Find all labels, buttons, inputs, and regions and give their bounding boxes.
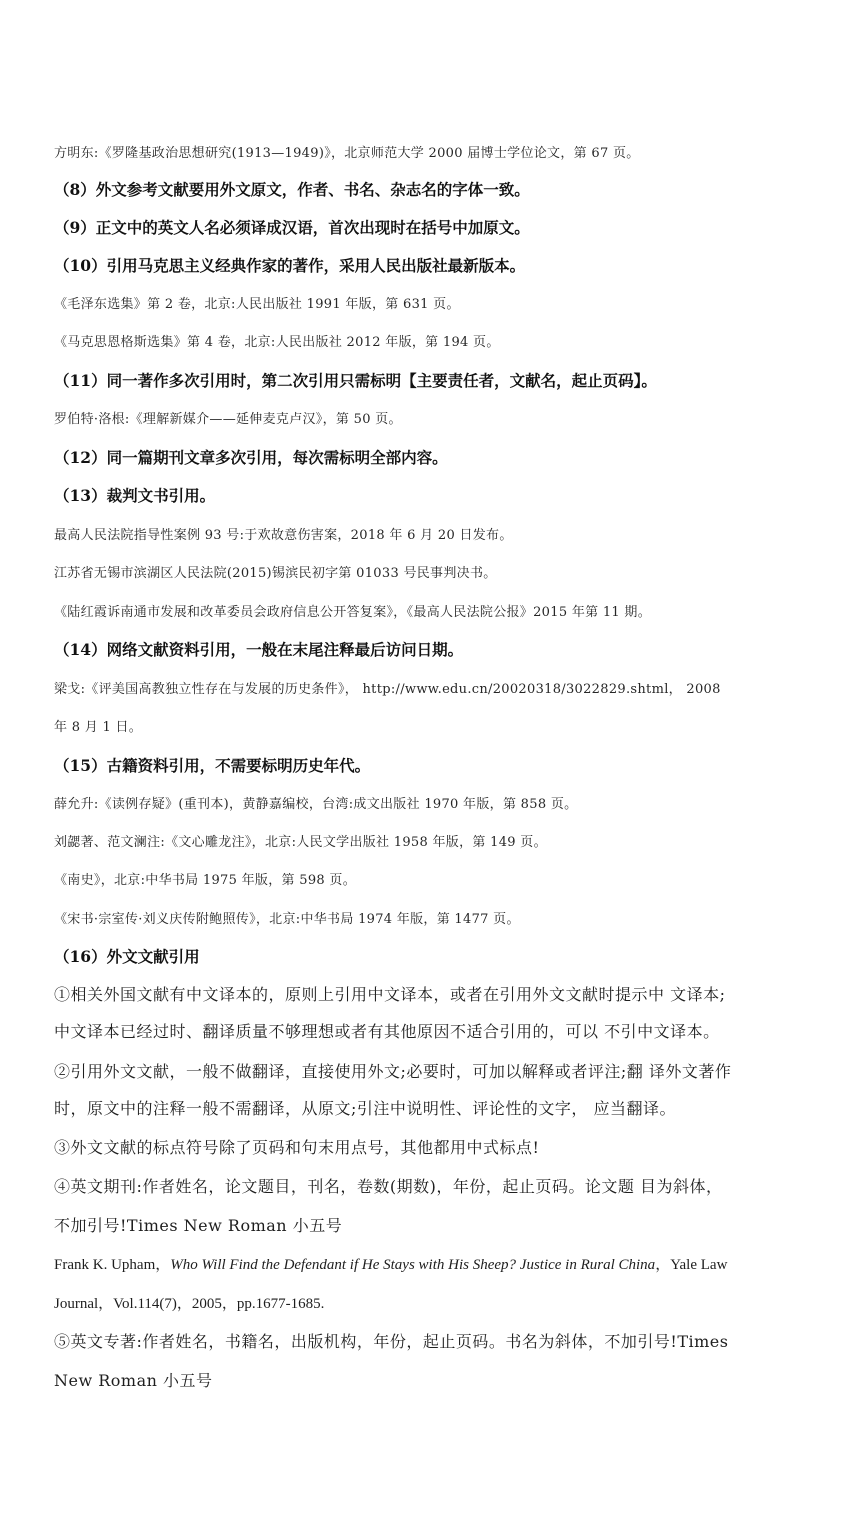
citation-example: 罗伯特·洛根:《理解新媒介——延伸麦克卢汉》，第 50 页。 [54,412,402,427]
citation-example: 刘勰著、范文澜注:《文心雕龙注》，北京:人民文学出版社 1958 年版，第 149 页。 [54,835,547,850]
rule-heading: （9）正文中的英文人名必须译成汉语，首次出现时在括号中加原文。 [54,218,530,237]
english-citation-example [54,1253,727,1274]
citation-journal: ，Yale Law [655,1257,728,1273]
citation-example: 薛允升:《读例存疑》(重刊本)，黄静嘉编校，台湾:成文出版社 1970 年版，第 858 页。 [54,797,578,812]
rule-heading: （10）引用马克思主义经典作家的著作，采用人民出版社最新版本。 [54,256,526,275]
citation-example: 梁戈:《评美国高教独立性存在与发展的历史条件》， http://www.edu.cn/20020318/3022829.shtml， 2008 [54,682,721,697]
body-text: New Roman 小五号 [54,1371,213,1390]
body-text: ④英文期刊:作者姓名，论文题目，刊名，卷数(期数)，年份，起止页码。论文题 目为斜体， [54,1177,723,1196]
citation-example: 《宋书·宗室传·刘义庆传附鲍照传》，北京:中华书局 1974 年版，第 1477 页。 [54,912,520,927]
citation-example: 最高人民法院指导性案例 93 号:于欢故意伤害案，2018 年 6 月 20 日发布。 [54,528,513,543]
citation-example: 《马克思恩格斯选集》第 4 卷，北京:人民出版社 2012 年版，第 194 页。 [54,335,500,350]
body-text: ⑤英文专著:作者姓名，书籍名，出版机构，年份，起止页码。书名为斜体，不加引号!Times [54,1332,729,1351]
citation-example: 江苏省无锡市滨湖区人民法院(2015)锡滨民初字第 01033 号民事判决书。 [54,566,497,581]
rule-heading: （14）网络文献资料引用，一般在末尾注释最后访问日期。 [54,640,464,659]
citation-example: 方明东:《罗隆基政治思想研究(1913—1949)》，北京师范大学 2000 届博士学位论文，第 67 页。 [54,146,640,161]
rule-heading: （15）古籍资料引用，不需要标明历史年代。 [54,756,371,775]
body-text: 不加引号!Times New Roman 小五号 [54,1216,343,1235]
citation-example: 《毛泽东选集》第 2 卷，北京:人民出版社 1991 年版，第 631 页。 [54,297,460,312]
body-text: ①相关外国文献有中文译本的，原则上引用中文译本，或者在引用外文文献时提示中 文译本; [54,985,726,1004]
citation-author: Frank K. Upham， [54,1257,171,1273]
body-text: ③外文文献的标点符号除了页码和句末用点号，其他都用中式标点! [54,1138,540,1157]
rule-heading: （8）外文参考文献要用外文原文，作者、书名、杂志名的字体一致。 [54,180,530,199]
rule-heading: （11）同一著作多次引用时，第二次引用只需标明【主要责任者，文献名，起止页码】。 [54,371,657,390]
citation-example: 《南史》，北京:中华书局 1975 年版，第 598 页。 [54,873,357,888]
body-text: ②引用外文文献，一般不做翻译，直接使用外文;必要时，可加以解释或者评注;翻 译外文著作 [54,1062,732,1081]
body-text: 中文译本已经过时、翻译质量不够理想或者有其他原因不适合引用的，可以 不引中文译本。 [54,1022,720,1041]
citation-example: 《陆红霞诉南通市发展和改革委员会政府信息公开答复案》，《最高人民法院公报》2015 年第 11 期。 [54,605,652,620]
citation-title: Who Will Find the Defendant if He Stays with His Sheep? Justice in Rural China [170,1257,656,1273]
rule-heading: （12）同一篇期刊文章多次引用，每次需标明全部内容。 [54,448,448,467]
english-citation-example: Journal，Vol.114(7)，2005，pp.1677-1685. [54,1296,325,1312]
body-text: 时，原文中的注释一般不需翻译，从原文;引注中说明性、评论性的文字， 应当翻译。 [54,1099,676,1118]
citation-example: 年 8 月 1 日。 [54,720,143,735]
rule-heading: （16）外文文献引用 [54,947,200,966]
rule-heading: （13）裁判文书引用。 [54,486,216,505]
